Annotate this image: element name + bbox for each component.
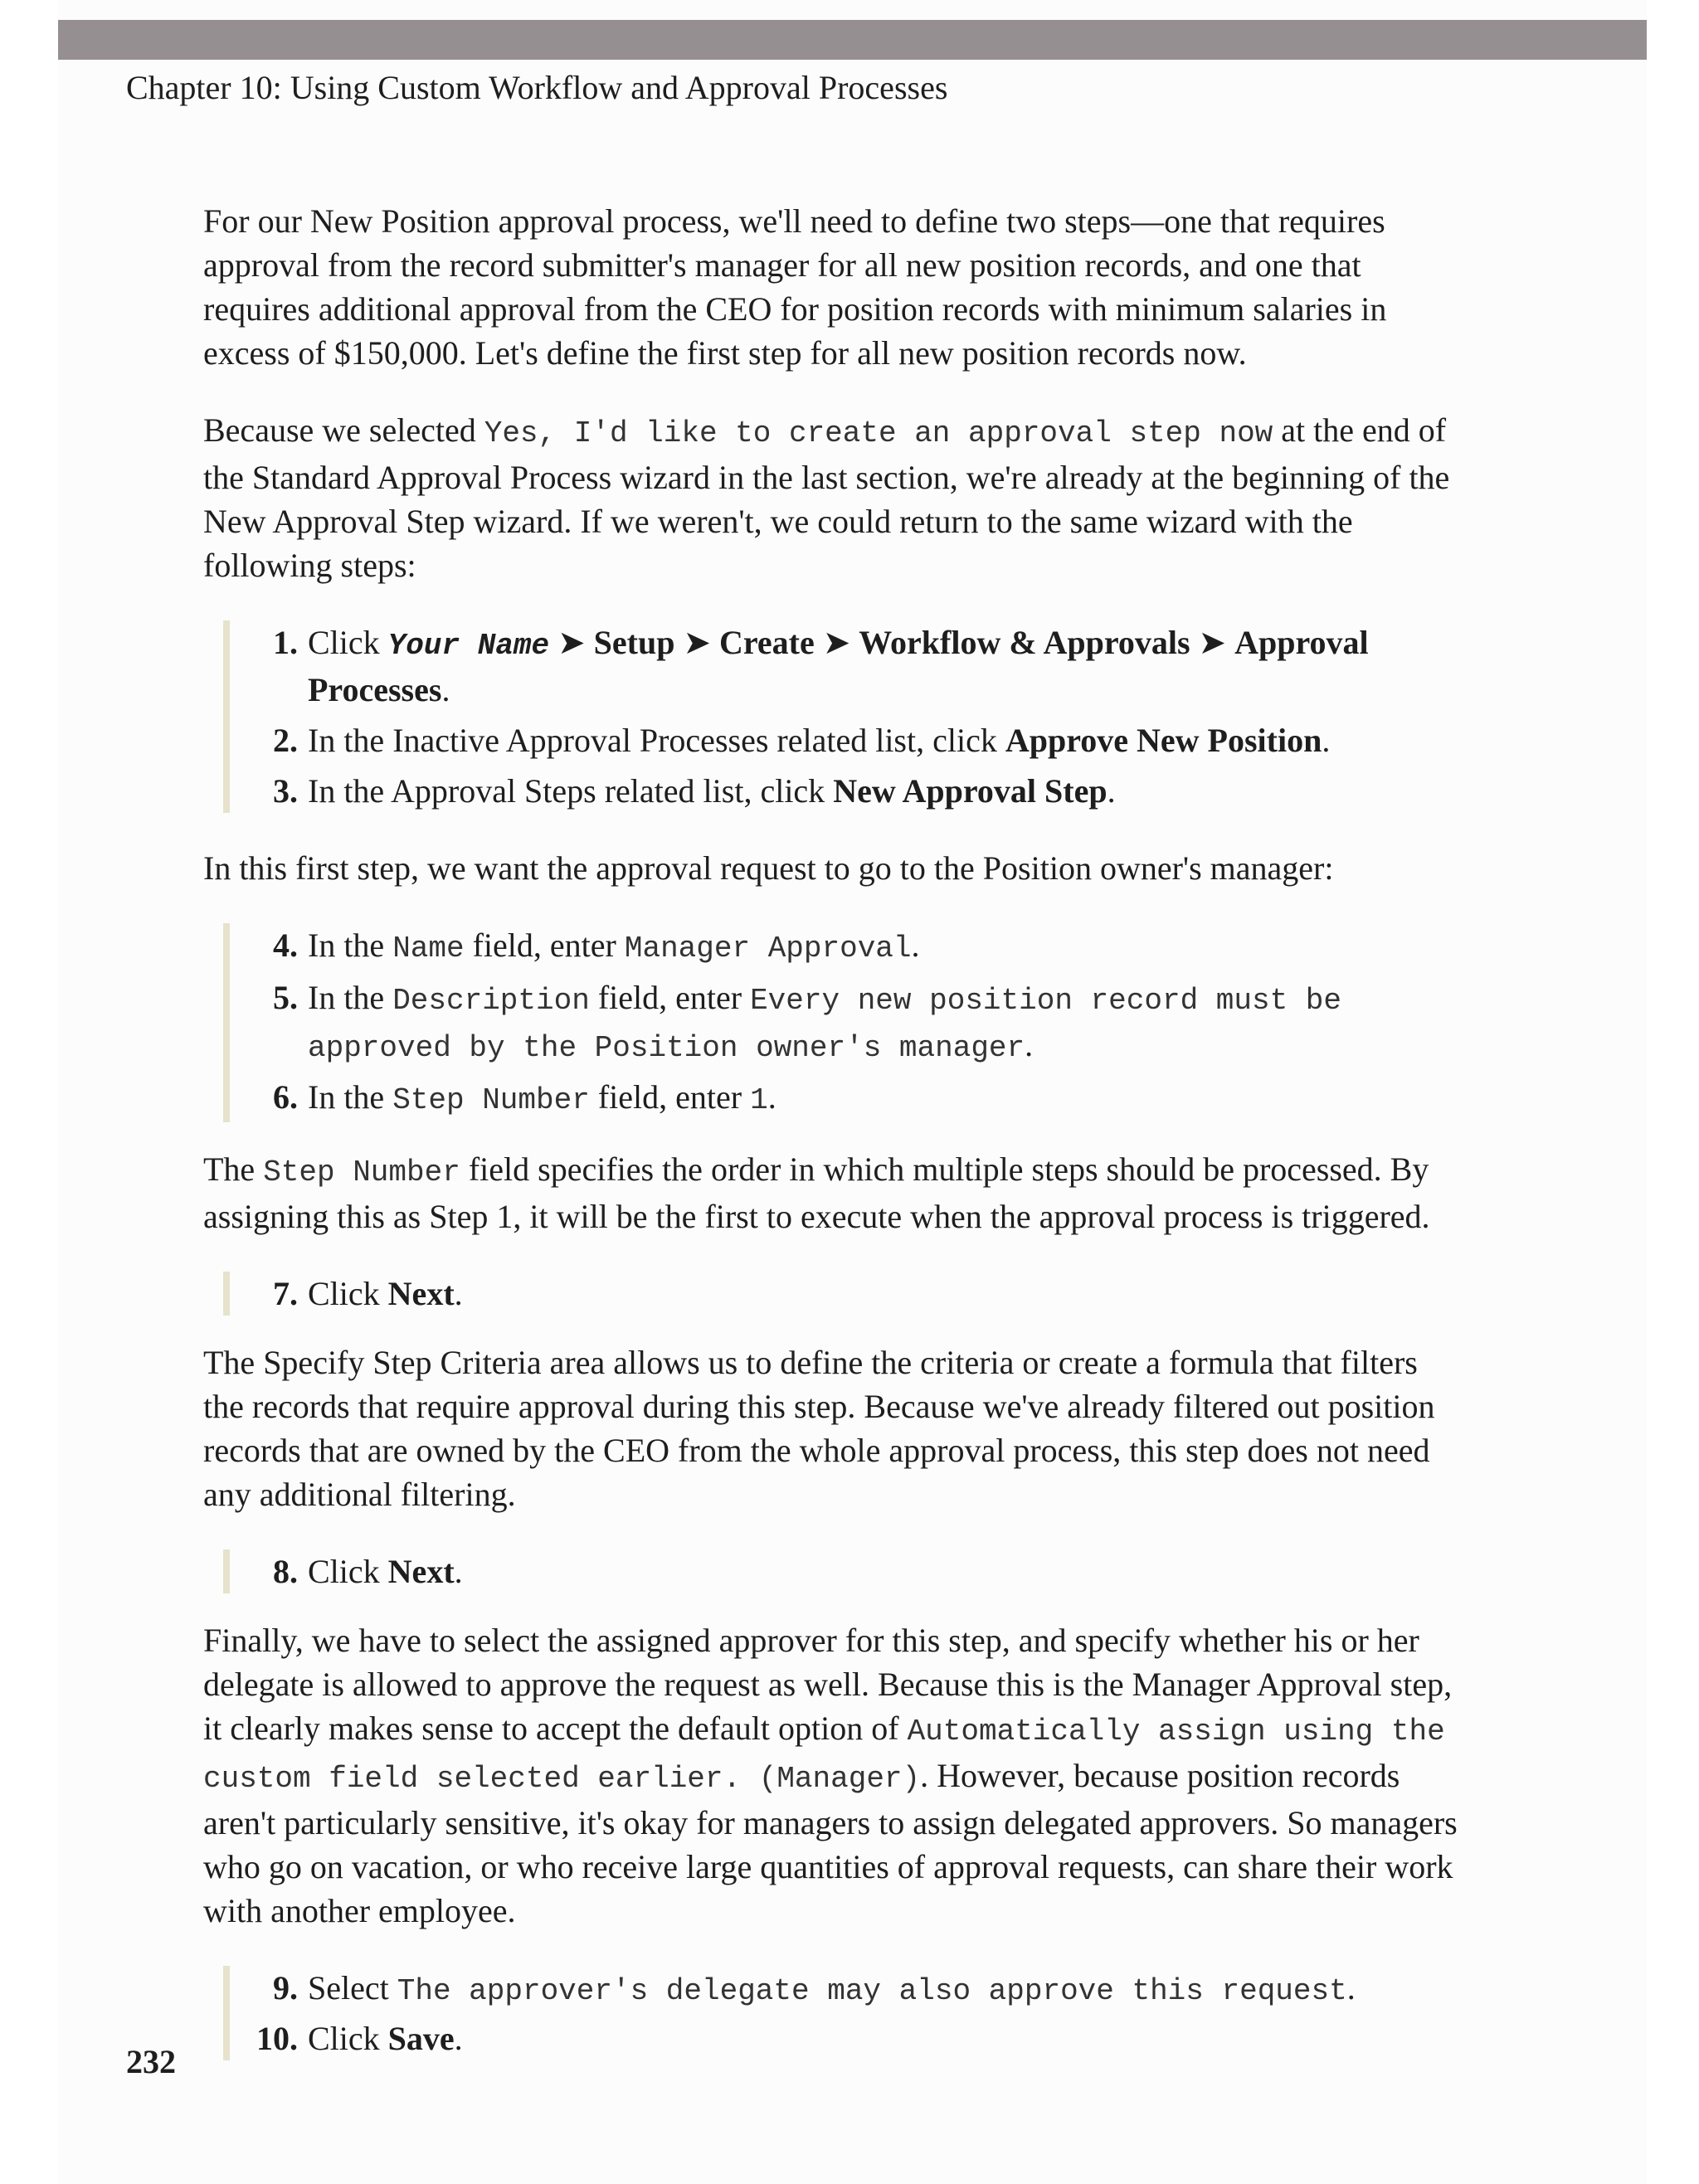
- page-number: 232: [126, 2043, 176, 2080]
- steps-block-5: [223, 1966, 1464, 2060]
- step-9: 9. Select The approver's delegate may also approve this request.: [273, 1969, 1356, 2008]
- step-8: 8. Click Next.: [273, 1553, 463, 1590]
- running-head: Chapter 10: Using Custom Workflow and Approval Processes: [126, 69, 948, 106]
- steps-block-4: [223, 1549, 1464, 1593]
- header-bar: [58, 20, 1647, 60]
- code-create-step-option: Yes, I'd like to create an approval step now: [484, 416, 1273, 450]
- paragraph-intro: For our New Position approval process, we'll need to define two steps—one that requires approval from the record submitter's manager for all new position records, and one that requires additional approval from the CEO for position records with minimum salaries in excess of $150,000. Let's define the first step for all new position records now.: [203, 202, 1387, 372]
- step-2: 2. In the Inactive Approval Processes related list, click Approve New Position.: [273, 722, 1331, 759]
- step-1: 1. Click Your Name ➤ Setup ➤ Create ➤ Workflow & Approvals ➤ Approval Processes.: [273, 624, 1369, 708]
- code-your-name: Your Name: [387, 629, 550, 663]
- step-3: 3. In the Approval Steps related list, click New Approval Step.: [273, 772, 1116, 810]
- paragraph-wizard: Because we selected Yes, I'd like to create an approval step now at the end of the Standard Approval Process wizard in the last section, we're already at the beginning of the New Approval Step wizard. If we weren't, we could return to the same wizard with the following steps:: [203, 411, 1450, 584]
- steps-block-1: [223, 620, 1464, 813]
- page-content: [203, 199, 1464, 2060]
- step-10: 10. Click Save.: [256, 2020, 463, 2057]
- step-6: 6. In the Step Number field, enter 1.: [273, 1078, 776, 1117]
- paragraph-step-number: The Step Number field specifies the order in which multiple steps should be processed. By assigning this as Step 1, it will be the first to execute when the approval process is triggered.: [203, 1150, 1430, 1235]
- steps-block-3: [223, 1272, 1464, 1316]
- paragraph-assigned-approver: Finally, we have to select the assigned approver for this step, and specify whether his or her delegate is allowed to approve the request as well. Because this is the Manager Approval step, it clearly makes sense to accept the default option of Automatically assign using the custom field selected earlier. (Manager). However, because position records aren't particularly sensitive, it's okay for managers to assign delegated approvers. So managers who go on vacation, or who receive large quantities of approval requests, can share their work with another employee.: [203, 1622, 1458, 1929]
- steps-block-2: [223, 923, 1464, 1122]
- paragraph-first-step: In this first step, we want the approval request to go to the Position owner's manager:: [203, 849, 1334, 887]
- step-4: 4. In the Name field, enter Manager Approval.: [273, 927, 920, 966]
- step-5: 5. In the Description field, enter Every new position record must be approved by the Position owner's manager.: [273, 979, 1341, 1065]
- step-7: 7. Click Next.: [273, 1275, 463, 1312]
- paragraph-step-criteria: The Specify Step Criteria area allows us to define the criteria or create a formula that filters the records that require approval during this step. Because we've already filtered out position records that are owned by the CEO from the whole approval process, this step does not need any additional filtering.: [203, 1344, 1435, 1513]
